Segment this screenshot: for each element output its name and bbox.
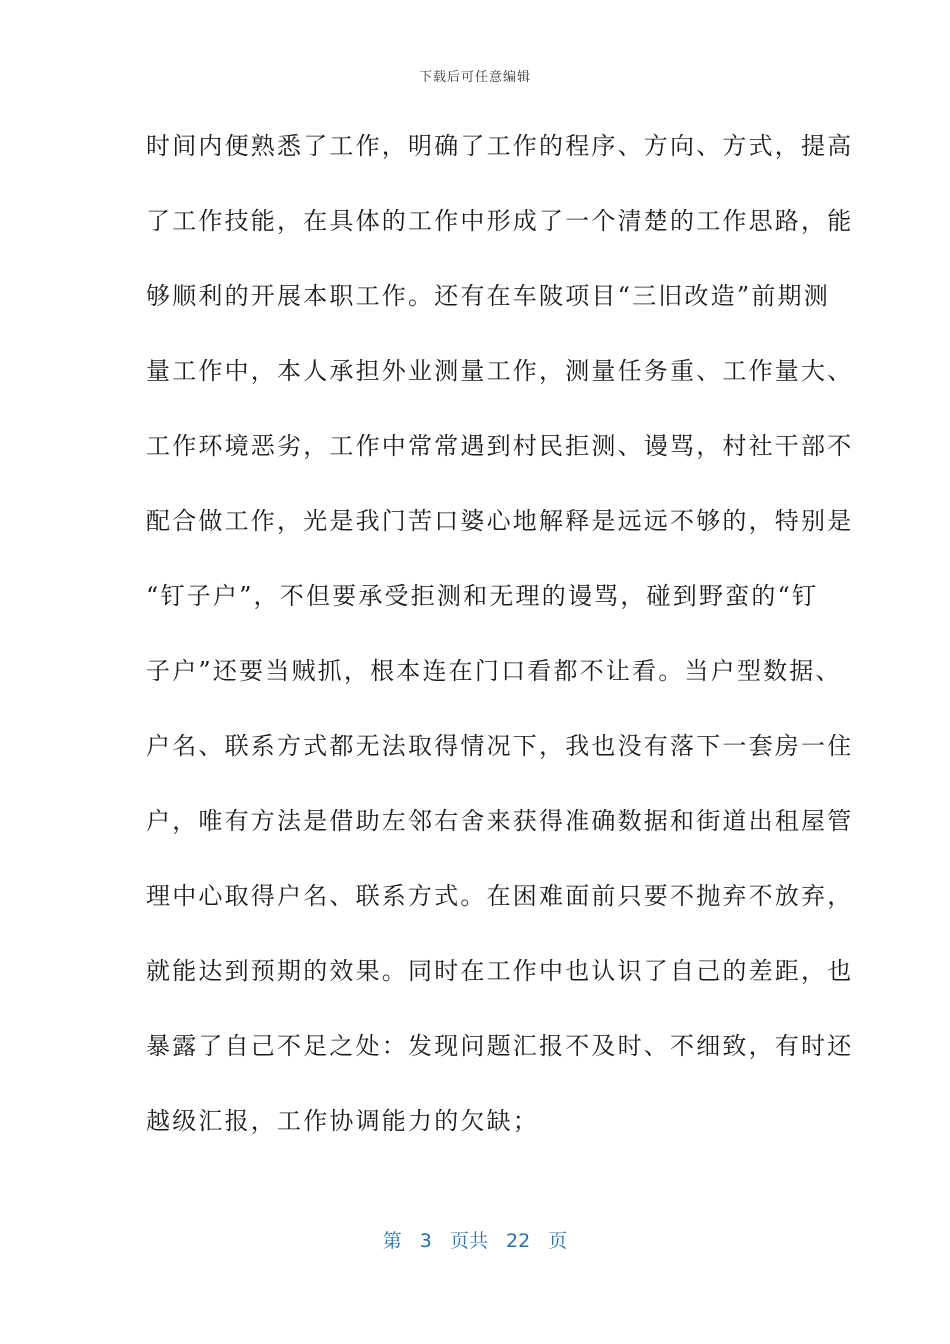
document-body [146, 126, 854, 1176]
footer-prefix: 第 [382, 1230, 402, 1252]
body-line-4: 量工作中，本人承担外业测量工作，测量任务重、工作量大、 [146, 357, 854, 385]
body-line-12: 就能达到预期的效果。同时在工作中也认识了自己的差距，也 [146, 957, 854, 985]
body-line-8: 子户”还要当贼抓，根本连在门口看都不让看。当户型数据、 [146, 657, 842, 685]
body-line-3: 够顺利的开展本职工作。还有在车陂项目“三旧改造”前期测 [146, 282, 830, 310]
footer-current-page: 3 [419, 1230, 432, 1252]
body-line-6: 配合做工作，光是我门苦口婆心地解释是远远不够的，特别是 [146, 507, 854, 535]
body-line-10: 户，唯有方法是借助左邻右舍来获得准确数据和街道出租屋管 [146, 807, 854, 835]
body-line-5: 工作环境恶劣，工作中常常遇到村民拒测、谩骂，村社干部不 [146, 432, 854, 460]
footer-suffix: 页 [548, 1230, 568, 1252]
body-line-13: 暴露了自己不足之处：发现问题汇报不及时、不细致，有时还 [146, 1032, 854, 1060]
body-line-14: 越级汇报，工作协调能力的欠缺； [146, 1107, 539, 1135]
body-line-2: 了工作技能，在具体的工作中形成了一个清楚的工作思路，能 [146, 207, 854, 235]
body-line-9: 户名、联系方式都无法取得情况下，我也没有落下一套房一住 [146, 732, 854, 760]
footer-middle: 页共 [449, 1230, 488, 1252]
body-line-7: “钉子户”，不但要承受拒测和无理的谩骂，碰到野蛮的“钉 [146, 582, 819, 610]
page-header-note: 下载后可任意编辑 [418, 70, 531, 85]
body-line-11: 理中心取得户名、联系方式。在困难面前只要不抛弃不放弃， [146, 882, 854, 910]
body-line-1: 时间内便熟悉了工作，明确了工作的程序、方向、方式，提高 [146, 132, 854, 160]
footer-total-pages: 22 [506, 1230, 531, 1252]
page-footer [0, 1226, 950, 1253]
